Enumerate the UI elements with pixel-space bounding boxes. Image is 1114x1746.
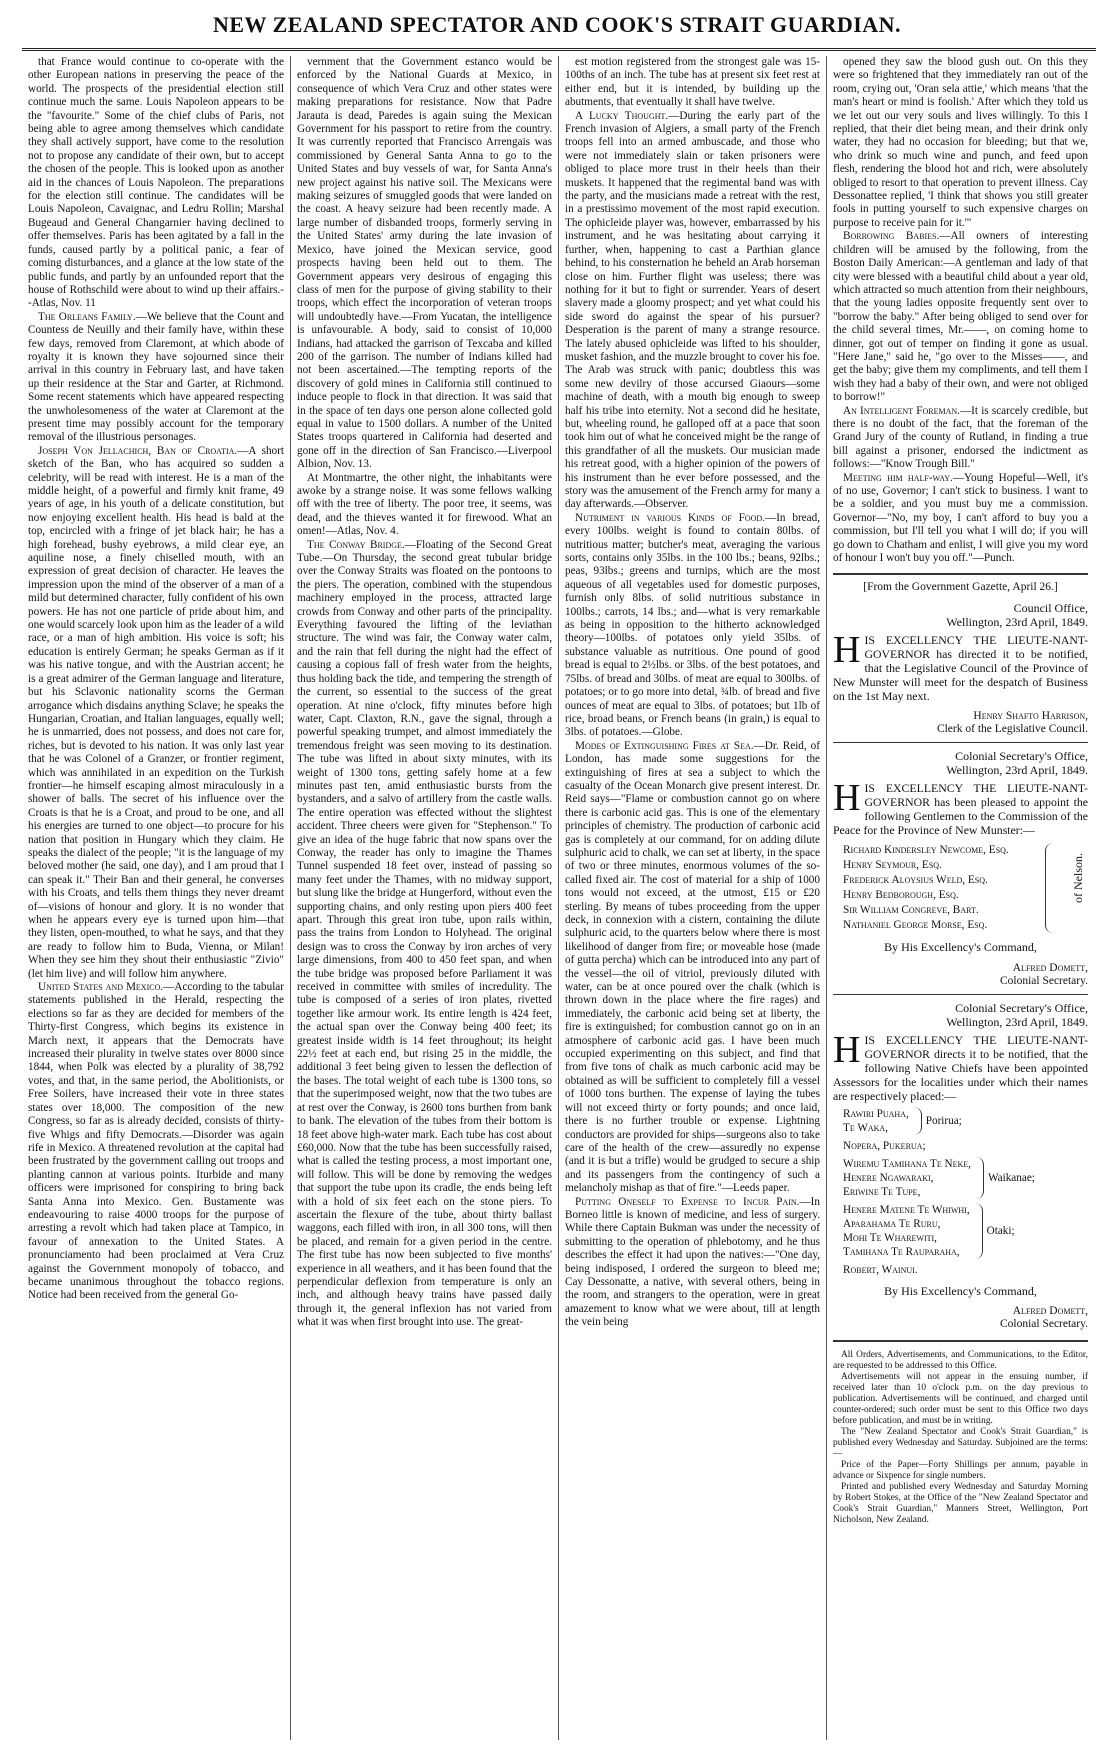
article-conway-cont: est motion registered from the strongest gale was 15-100ths of an inch. The tube has at present six feet rest at either end, but it is intended, by building up the abutments, that eventually it shall have twelve. [565, 56, 820, 109]
brace [974, 1203, 983, 1259]
notice-assessors-office: Colonial Secretary's Office, [955, 1001, 1088, 1016]
chief-names [843, 1157, 971, 1199]
list-item: Robert, Wainui. [843, 1264, 918, 1277]
list-item: Eriwine Te Tupe, [843, 1186, 921, 1199]
notice-assessors-title: Colonial Secretary. [999, 1318, 1088, 1331]
notice-council-date: Wellington, 23rd April, 1849. [946, 614, 1088, 629]
list-item: Tamihana Te Rauparaha, [843, 1246, 960, 1259]
publisher-notes [833, 1350, 1088, 1526]
chief-names [843, 1107, 909, 1135]
notice-magistrates-text: IS EXCELLENCY THE LIEUTE-NANT-GOVERNOR has been pleased to appoint the following Gentlemen to the Commission of the Peace for the Province of New Munster:— [833, 781, 1088, 838]
article-meeting-body: —Young Hopeful—Well, it's of no use, Governor; I can't stick to business. I want to be a soldier, and you must buy me a commission. Governor—"No, my boy, I can't afford to buy you a commission, but I'll tell you what I will do; if you will go down to Chatham and enlist, I will give you my word of honour I won't buy you off."—Punch. [833, 471, 1088, 565]
notice-magistrates-date: Wellington, 23rd April, 1849. [946, 763, 1088, 778]
notice-magistrates-body [833, 777, 1088, 838]
article-borrowing-body: —All owners of interesting children will be amused by the following, from the Boston Daily American:—A gentleman and lady of that city were blessed with a beautiful child about a year old, which attracted so much attention from their neighbours, that the young ladies opposite frequently sent over to "borrow the baby." After being obliged to send over for the child several times, Mr.——, on coming home to dinner, got out of temper on finding it gone as usual. "Here Jane," said he, "go over to the Misses——, and get the baby; give them my compliments, and tell them I wish they had a baby of their own, and were not obliged to borrow!" [833, 230, 1088, 404]
article-orleans-body: —We believe that the Count and Countess de Neuilly and their family have, within these few days, removed from Claremont, at which abode of royalty it is known they have sojourned since their arrival in this country in February last, and have taken up their residence at the Star and Garter, at Richmond. Some recent statements which have appeared respecting the unwholesomeness of the water at Claremont at the present time may possibly account for the temporary removal of the illustrious personages. [28, 310, 284, 444]
notice-assessors [833, 1001, 1088, 1332]
place-label: Porirua; [925, 1115, 962, 1128]
notice-assessors-text: IS EXCELLENCY THE LIEUTE-NANT-GOVERNOR directs it to be notified, that the following Native Chiefs have been appointed Assessors for the localities under which their names are respectively placed:— [833, 1033, 1088, 1104]
chief-nopera [843, 1139, 1088, 1153]
column-3 [558, 56, 826, 1740]
chief-robert [843, 1263, 1088, 1277]
article-putting [565, 1196, 820, 1330]
list-item: Henere Ngawaraki, [843, 1172, 934, 1185]
article-nutriment [565, 512, 820, 740]
article-montmartre: At Montmartre, the other night, the inhabitants were awoke by a strange noise. It was some fellows walking off with the tree of liberty. The poor tree, it seems, was dead, and the thieves wanted it for firewood. What an omen!—Atlas, Nov. 4. [297, 471, 552, 538]
masthead-rule [22, 48, 1096, 51]
list-item: Richard Kindersley Newcome, Esq. [843, 844, 1009, 857]
article-borneo-cont: opened they saw the blood gush out. On this they were so frightened that they immediately ran out of the room, crying out, 'Oran sela attie,' which means 'that the man's heart or mind is foolish.' After which they told us we let out our very souls and lives willingly. To this I replied, that their diet being mean, and their drink only water, they had no occasion for bleeding; but that we, who drink so much wine and punch, and feed upon flesh, rendering the blood hot and rich, were absolutely obliged to resort to that operation to prevent illness. Cay Dessonattee replied, 'I think that shows you still greater fools in putting yourself to such expensive charges on purpose to receive pain for it.'" [833, 56, 1088, 229]
dropcap: H [833, 628, 861, 671]
article-foreman-heading: An Intelligent Foreman. [843, 404, 960, 417]
notice-assessors-date: Wellington, 23rd April, 1849. [946, 1015, 1088, 1030]
notice-council-signature: Henry Shafto Harrison, [973, 709, 1088, 722]
article-meeting [833, 472, 1088, 566]
article-foreman [833, 405, 1088, 472]
notice-magistrates-office: Colonial Secretary's Office, [955, 749, 1088, 764]
notice-council-title: Clerk of the Legislative Council. [936, 722, 1088, 735]
brace [975, 1157, 984, 1199]
article-mexico-cont: vernment that the Government estanco would be enforced by the National Guards at Mexico, in consequence of which Vera Cruz and other states were making preparations for resistance. Now that Padre Jarauta is dead, Paredes is again suing the Mexican Government for his passport to retire from the country. It was currently reported that Francisco Arrengais was commissioned by General Santa Anna to go to the United States and buy vessels of war, for Santa Anna's new project against his native soil. The Mexicans were making seizures of smuggled goods that were landed on the coast. A heavy seizure had been recently made. A large number of disbanded troops, formerly serving in the United States' army during the late invasion of Mexico, have joined the Mexican service, good prospects having been held out to them. The Government appears very desirous of engaging this class of men for the purpose of giving stability to their troops, which effect the incorporation of veteran troops will undoubtedly have.—From Yucatan, the intelligence is unfavourable. A body, said to consist of 10,000 Indians, had attacked the garrison of Texcaba and killed 200 of the garrison. The number of Indians killed had not been ascertained.—The tempting reports of the discovery of gold mines in California still continued to induce people to flock in that direction. It was said that in the space of ten days one person alone collected gold equal in value to 1500 dollars. A number of the United States troops quartered in California had deserted and gone off in the direction of San Francisco.—Liverpool Albion, Nov. 13. [297, 56, 552, 471]
article-meeting-heading: Meeting him half-way. [843, 471, 953, 484]
notice-council [833, 601, 1088, 736]
notice-council-text: IS EXCELLENCY THE LIEUTE-NANT-GOVERNOR has directed it to be notified, that the Legislative Council of the Province of New Munster will meet for the despatch of Business on the 1st May next. [833, 632, 1088, 703]
notice-assessors-body [833, 1029, 1088, 1104]
list-item: Sir William Congreve, Bart. [843, 904, 979, 917]
magistrate-list [843, 843, 1088, 933]
article-fires-heading: Modes of Extinguishing Fires at Sea. [575, 739, 754, 752]
publisher-note: The "New Zealand Spectator and Cook's Strait Guardian," is published every Wednesday and Saturday. Subjoined are the terms:— [833, 1426, 1088, 1459]
column-2 [290, 56, 558, 1740]
gazette-note: [From the Government Gazette, April 26.] [863, 581, 1058, 594]
divider [833, 994, 1088, 995]
article-lucky [565, 110, 820, 512]
article-conway-heading: The Conway Bridge. [307, 538, 405, 551]
article-conway [297, 539, 552, 1330]
masthead-title: NEW ZEALAND SPECTATOR AND COOK'S STRAIT GUARDIAN. [212, 12, 902, 37]
article-jellachich-body: —A short sketch of the Ban, who has acquired so sudden a celebrity, will be read with interest. He is a man of the middle height, of a powerful and firmly knit frame, 49 years of age, in his youth of a delicate constitution, but now enjoying excellent health. His head is bald at the top, encircled with a fringe of jet black hair; he has a high forehead, bushy eyebrows, a mild clear eye, an aquiline nose, a finely chiselled mouth, with an expression of great decision of character. He leaves the impression upon the mind of the observer of a man of a mild but determined character, fully confident of his own powers. He has not one particle of pride about him, and one would scarcely look upon him as the leader of a wild race, or a man of high ambition. His voice is soft; his education is entirely German; he speaks German as if it was his native tongue, and with the Austrian accent; he is a great admirer of the German language and literature, but his Sclavonic nationality scorns the German arrogance which disdains anything Sclave; he speaks the Hungarian, Croatian, and Italian languages, equally well; he is unmarried, does not possess, and does not care for, riches, but is devoted to his nation. It was only last year that he was Colonel of a Granzer, or frontier regiment, which was annihilated in an expedition on the Turkish frontier—he himself escaping almost miraculously in a shower of balls. The secret of his influence over the Croats is that he is a Croat, and proud to be one, and all his energies are turned to one object—to procure for his nation that position in Hungary which they claim. He speaks the dialect of the people; "it is the language of my beloved mother (he said, one day), and I am proud that I can speak it." Their Ban and their general, he converses with his Croats, and tells them things they never dreamt of—visions of honour and glory. It is no wonder that when he appears every eye is turned upon him—that they listen, open-mouthed, to what he says, and that they are ready to follow him to Buda, Vienna, or Milan! When they see him they shout their enthusiastic "Zivio" (let him live) and will follow him anywhere. [28, 444, 284, 980]
article-lucky-heading: A Lucky Thought. [575, 109, 669, 122]
divider [833, 1340, 1088, 1342]
notice-assessors-command: By His Excellency's Command, [884, 1284, 1037, 1299]
article-putting-body: —In Borneo little is known of medicine, and less of surgery. While there Captain Bukman was under the necessity of submitting to the operation of phlebotomy, and he thus describes the effect it had upon the natives:—"One day, being indisposed, I ordered the surgeon to bleed me; Cay Dessonatte, a native, with several others, being in the room, and strangers to the operation, were in great amazement to know what we were about, till at length the vein being [565, 1195, 820, 1329]
notice-council-office: Council Office, [1013, 600, 1088, 615]
list-item: Mohi Te Wharewiti, [843, 1232, 937, 1245]
publisher-note: Printed and published every Wednesday and Saturday Morning by Robert Stokes, at the Office of the "New Zealand Spectator and Cook's Strait Guardian," Manners Street, Wellington, Port Nicholson, New Zealand. [833, 1481, 1088, 1525]
article-foreman-body: —It is scarcely credible, but there is no doubt of the fact, that the foreman of the Grand Jury of the county of Rutland, in finding a true bill against a prisoner, endorsed the indictment as follows:—"Know Trough Bill." [833, 404, 1089, 471]
article-orleans-heading: The Orleans Family. [38, 310, 136, 323]
list-item: Henere Matene Te Whiwhi, [843, 1204, 970, 1217]
list-item: Rawiri Puaha, [843, 1108, 909, 1121]
list-item: Nathaniel George Morse, Esq. [843, 919, 988, 932]
article-us-mexico-heading: United States and Mexico. [38, 981, 164, 994]
publisher-note: Advertisements will not appear in the ensuing number, if received later than 10 o'clock p.m. on the day previous to publication. Advertisements will be continued, and charged until counter-ordered; such order must be sent to this Office two days before publication, and must be in writing. [833, 1371, 1088, 1426]
newspaper-columns [22, 56, 1096, 1740]
column-1 [22, 56, 290, 1740]
brace [913, 1107, 922, 1135]
article-us-mexico-body: —According to the tabular statements published in the Herald, respecting the elections so far as they are decided for members of the Thirty-first Congress, which begins its existence in March next, it appears that the Democrats have increased their plurality in twelve states over 8000 since 1844, when Polk was elected by a plurality of 38,792 votes, and that, in the same period, the Abolitionists, or Free Soilers, have increased their vote in three states states over 18,000. The composition of the new Congress, so far as is already decided, consists of thirty-five Whigs and fifty Democrats.—Disorder was again rife in Mexico. A threatened revolution at the capital had been frustrated by the government calling out troops and planting cannon at various points. Iturbide and many officers were imprisoned for conspiring to bring back Santa Anna into Mexico. Gen. Bustamente was endeavouring to raise 4000 troops for the purpose of arresting a revolt which had taken place at Tampico, in favour of annexation to the United States. A pronunciamento had been proclaimed at Vera Cruz against the Government monopoly of tobacco, and became unanimous throughout the tobacco regions. Notice had been received from the general Go- [28, 981, 285, 1302]
list-item: Aparahama Te Ruru, [843, 1218, 941, 1231]
article-jellachich [28, 445, 284, 981]
dropcap: H [833, 777, 861, 820]
chief-group-waikanae [843, 1157, 1088, 1199]
place-label: of Nelson. [1071, 853, 1085, 904]
article-borrowing [833, 230, 1088, 404]
list-item: Frederick Aloysius Weld, Esq. [843, 874, 988, 887]
divider [833, 742, 1088, 743]
publisher-note: Price of the Paper—Forty Shillings per annum, payable in advance or Sixpence for single numbers. [833, 1459, 1088, 1481]
place-label: Waikanae; [987, 1172, 1035, 1185]
notice-council-body [833, 628, 1088, 703]
article-jellachich-heading: Joseph Von Jellachich, Ban of Croatia. [38, 444, 238, 457]
article-lucky-body: —During the early part of the French invasion of Algiers, a small party of the French troops fell into an armed ambuscade, and those who were not immediately slain or taken prisoners were obliged to place more trust in their heels than their muskets. It happened that the regimental band was with the party, and the musicians made a retreat with the rest, in a prestissimo movement of the most rapid execution. The ophicleide player was, however, embarrassed by his instrument, and he was hesitating about carrying it further, when, happening to cast a Parthian glance behind, to his consternation he beheld an Arab horseman close on him. Further flight was useless; there was nothing for it but to fight or surrender. Years of desert slavery made a gloomy prospect; and yet what could his side sword do against the spear of his pursuer? Desperation is the parent of many a strange resource. The lately abused ophicleide was lifted to his shoulder, musket fashion, and the muzzle brought to cover his foe. The Arab was struck with panic; doubtless this was some new devilry of those accursed Giaours—some machine of death, with a mouth big enough to sweep half his tribe into eternity. Not a second did he hesitate, but, wheeling round, he galloped off at a pace that soon took him out of what he conceived might be the range of this grandfather of all the muskets. Our musician made his retreat good, with a higher opinion of the powers of his instrument than he ever before possessed, and the story was the amusement of the French army for many a day afterwards.—Observer. [565, 109, 820, 511]
notice-magistrates-command: By His Excellency's Command, [884, 940, 1037, 955]
article-orleans [28, 311, 284, 445]
article-fires-body: —Dr. Reid, of London, has made some suggestions for the extinguishing of fires at sea a subject to which the casualty of the Ocean Monarch give present interest. Dr. Reid says—"Flame or combustion cannot go on where there is carbonic acid gas. This is one of the elementary principles of chemistry. The production of carbonic acid gas is completely at our command, for on adding dilute sulphuric acid to chalk, we can set at liberty, in the space of two or three minutes, enormous volumes of the so-called fixed air. The cost of material for a ship of 1000 tons would not exceed, at the utmost, £15 or £20 sterling. By means of tubes proceeding from the upper deck, in connexion with a cistern, containing the dilute sulphuric acid, to the quarters below where there is most likelihood of danger from fire; or moveable hose (made of gutta percha) which can be introduced into any part of the vessel—the oil of vitriol, previously diluted with water, can be at once poured over the chalk (which is thrown down in the place where the fire rages) and immediately, the carbonic acid being set at liberty, the fire is extinguished; for combustion cannot go on in an atmosphere of carbonic acid gas. I have been much occupied experimenting on this subject, and find that from five tons of chalk as much carbonic acid may be obtained as will be sufficient to completely fill a vessel of 1000 tons burthen. The expense of laying the tubes will not exceed thirty or forty pounds; and once laid, there is no further trouble or expense. Lightning conductors are provided for ships—surgeons also to take care of the health of the crew—assuredly no expense (and it is but a trifle) would be grudged to secure a ship and its passengers from the contingency of such a melancholy mishap as that of fire."—Leeds paper. [565, 739, 820, 1195]
list-item: Henry Bedborough, Esq. [843, 889, 959, 902]
article-france: that France would continue to co-operate with the other European nations in preserving the peace of the world. The prospects of the presidential election still continue much the same. Louis Napoleon appears to be the "favourite." Some of the chief clubs of Paris, not being able to agree among themselves which candidate they shall actively support, have come to the resolution not to propose any candidate of their own, but to accept the chosen of the people. This is looked upon as another aid in the chances of Louis Napoleon. The preparations for the election still continue. The candidates will be Louis Napoleon, Cavaignac, and Ledru Rollin; Marshal Bugeaud and General Changarnier having declined to offer themselves. Paris has been agitated by a fall in the funds, caused partly by a political panic, a fear of coming disturbances, and a glance at the low state of the public funds, and partly by an unfounded report that the house of Rothschild were about to wind up their affairs.--Atlas, Nov. 11 [28, 56, 284, 310]
chief-names [843, 1203, 970, 1259]
notice-magistrates-title: Colonial Secretary. [999, 974, 1088, 987]
article-nutriment-body: —In bread, every 100lbs. weight is found to contain 80lbs. of nutritious matter; butcher's meat, averaging the various sorts, contains only 35lbs. in the 100 lbs.; beans, 92lbs.; peas, 93lbs.; greens and turnips, which are the most aqueous of all vegetables used for domestic purposes, furnish only 8lbs. of solid nutritious substance in 100lbs.; carrots, 14 lbs.; and—what is very remarkable as being in opposition to the hitherto acknowledged theory—100lbs. of potatoes only yield 35lbs. of substance valuable as nutritious. One pound of good bread is equal to 2½lbs. or 3lbs. of the best potatoes, and 75lbs. of bread and 30lbs. of meat are equal to 300lbs. of potatoes; or to go more into detal, ¾lb. of bread and five ounces of meat are equal to 3lbs. of potatoes; but 1lb of rice, broad beans, or French beans (in grain,) is equal to 3lbs. of potatoes.—Globe. [565, 511, 821, 739]
column-4 [826, 56, 1094, 1740]
list-item: Nopera, Pukerua; [843, 1140, 926, 1153]
notice-magistrates-signature: Alfred Domett, [1012, 961, 1088, 974]
article-us-mexico [28, 981, 284, 1303]
brace [1045, 843, 1056, 933]
dropcap: H [833, 1029, 861, 1072]
publisher-note: All Orders, Advertisements, and Communications, to the Editor, are requested to be addressed to this Office. [833, 1349, 1088, 1371]
list-item: Wiremu Tamihana Te Neke, [843, 1158, 971, 1171]
notice-magistrates [833, 749, 1088, 988]
chief-group-porirua [843, 1107, 1088, 1135]
article-nutriment-heading: Nutriment in various Kinds of Food. [575, 511, 765, 524]
list-item: Henry Seymour, Esq. [843, 859, 942, 872]
article-fires [565, 740, 820, 1196]
list-item: Te Waka, [843, 1122, 889, 1135]
article-borrowing-heading: Borrowing Babies. [843, 230, 940, 243]
article-conway-body: —Floating of the Second Great Tube.—On Thursday, the second great tubular bridge over the Conway Straits was floated on the pontoons to the piers. The operation, combined with the stupendous machinery employed in the process, attracted large crowds from Conway and other parts of the principality. Everything favoured the lifting of the leviathan structure. The wind was fair, the Conway water calm, and the rain that fell during the night had the effect of causing a copious fall of fresh water from the heights, thus holding back the tide, and tempering the strength of the current, so essential to the success of the great operation. At nine o'clock, fifty minutes before high water, Capt. Claxton, R.N., gave the signal, through a powerful speaking trumpet, and almost immediately the tremendous freight was seen moving to its destination. The tube was lifted in about sixty minutes, with its weight of 1300 tons, getting safely home at a few minutes past ten, amid enthusiastic bursts from the bystanders, and a salvo of artillery from the castle walls. The entire operation was effected without the slightest accident. Three cheers were given for "Stephenson." To give an idea of the huge fabric that now spans over the Conway, the reader has only to imagine the Thames Tunnel suspended 18 feet over, instead of passing so many feet under the Thames, with no midway support, but slung like the bridge at Hungerford, without even the supporting chains, and only resting upon piers 400 feet apart. Through this great iron tube, upon rails within, pass the trains from London to Holyhead. The original design was to cross the Conway by iron arches of very large dimensions, from 400 to 450 feet span, and when the tube bridge was proposed before Parliament it was received in committee with smiles of incredulity. The tube is composed of a series of iron plates, rivetted together like armour work. Its entire length is 424 feet, the actual span over the Conway being 400 feet; its greatest inside width is 14 feet throughout; its height 22½ feet at each end, but rising 25 in the middle, the additional 3 feet being given to lessen the deflection of the bases. The total weight of each tube is 1300 tons, so that the superimposed weight, now that the two tubes are at rest over the Conway, is 2600 tons burthen from bank to bank. The elevation of the tubes from their bottom is 18 feet above high-water mark. Each tube has cost about £60,000. Now that the tube has been successfully raised, what is called the testing process, a most important one, will follow. This will be done by removing the wedges that support the tube upon its cradle, the ends being left with a hold of six feet each on the stone piers. To ascertain the flexure of the tube, about thirty ballast waggons, each filled with iron, in all 300 tons, will then be placed, and remain for a given period in the centre. The first tube has now been subjected to five months' experience in all weathers, and it has been found that the perpendicular deflexion from temperature is only an inch, and although heavy trains have passed daily through it, the general inflexion has not varied from what it was when first brought into use. The great- [297, 538, 552, 1329]
place-label: Otaki; [986, 1225, 1015, 1238]
chief-group-otaki [843, 1203, 1088, 1259]
divider [833, 573, 1088, 575]
article-putting-heading: Putting Oneself to Expense to Incur Pain. [575, 1195, 800, 1208]
notice-assessors-signature: Alfred Domett, [1012, 1305, 1088, 1318]
